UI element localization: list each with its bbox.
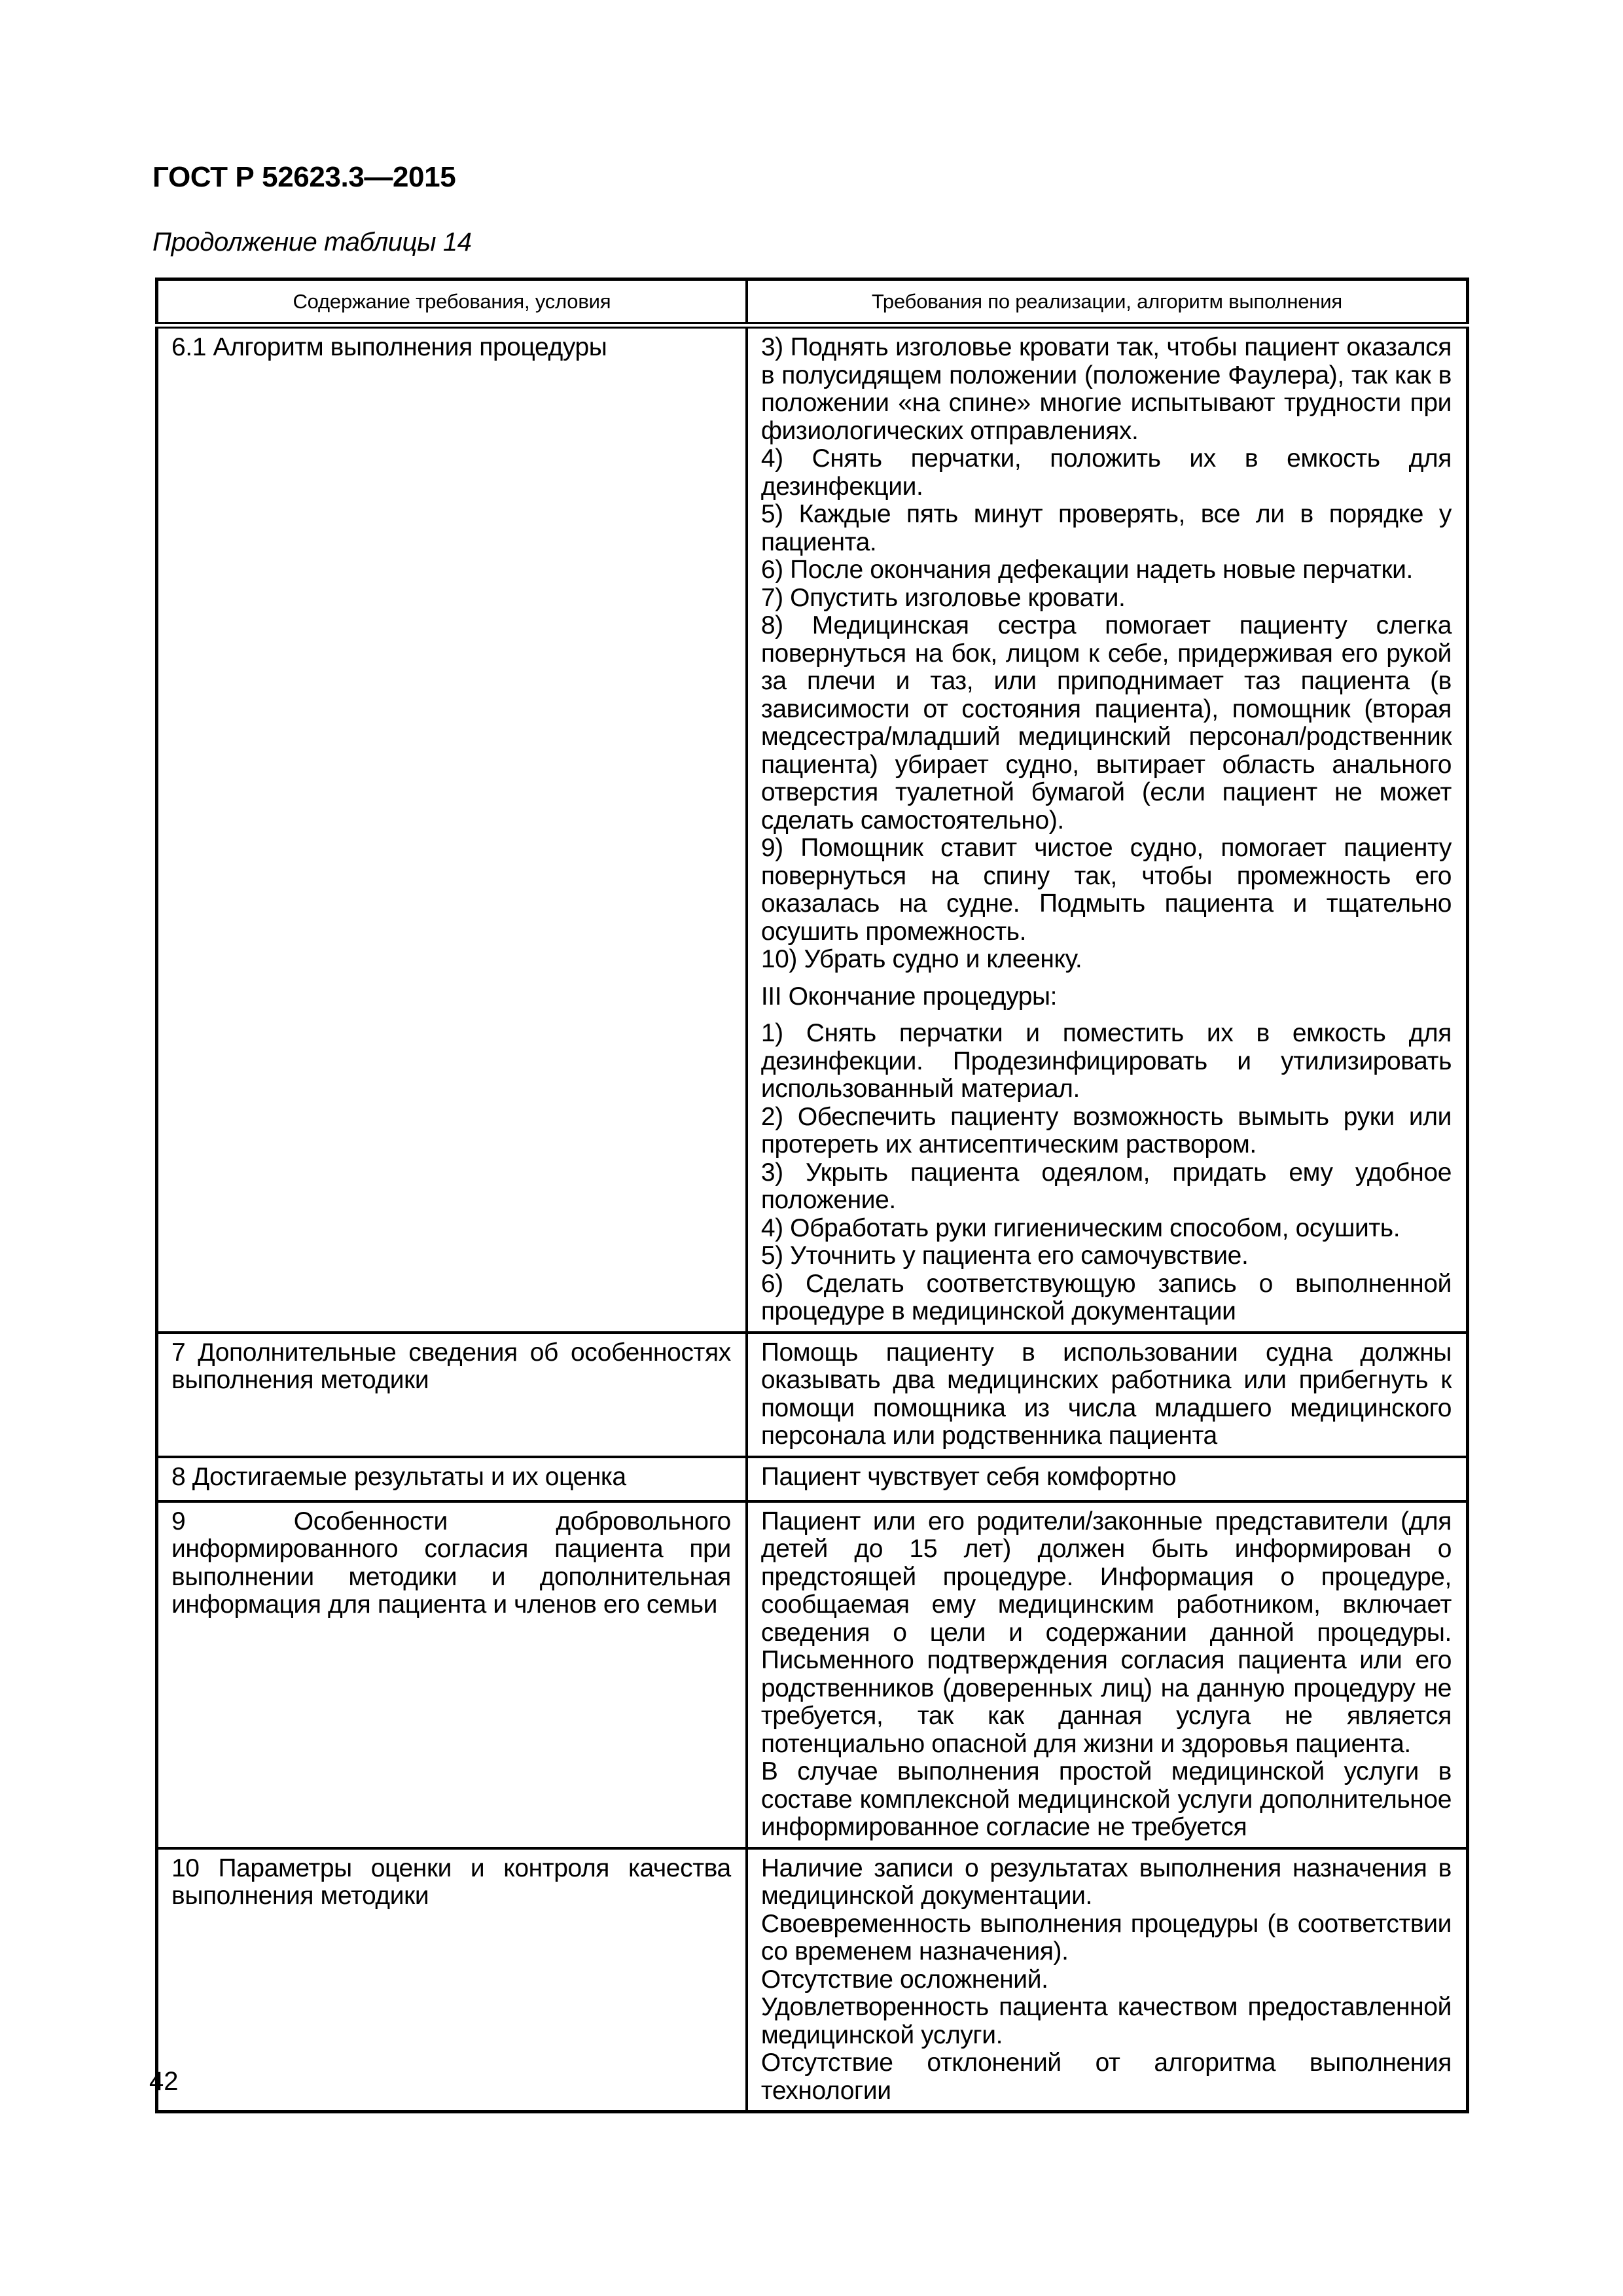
table-row bbox=[157, 1457, 1468, 1501]
row-5-implementation-cell bbox=[747, 1848, 1468, 2112]
table-caption: Продолжение таблицы 14 bbox=[152, 228, 472, 257]
row-1-requirement-cell bbox=[157, 325, 747, 1333]
table-row bbox=[157, 325, 1468, 1333]
paragraph: 8) Медицинская сестра помогает пациенту слегка повернуться на бок, лицом к себе, придерживая его рукой за плечи и таз, или приподнимает таз пациента (в зависимости от состояния пациента), помощник (вторая медсестра/младший медицинский персонал/родственник пациента) убирает судно, вытирает область анального отверстия туалетной бумагой (если пациент не может сделать самостоятельно). bbox=[760, 611, 1452, 834]
row-4-requirement-cell bbox=[157, 1501, 747, 1848]
col-header-content: Содержание требования, условия bbox=[157, 279, 747, 326]
row-4-implementation-cell bbox=[747, 1501, 1468, 1848]
col-header-implementation: Требования по реализации, алгоритм выполнения bbox=[747, 279, 1468, 326]
page-number: 42 bbox=[149, 2067, 179, 2096]
paragraph: Отсутствие отклонений от алгоритма выполнения технологии bbox=[760, 2049, 1452, 2105]
header-row bbox=[157, 279, 1468, 326]
table-row bbox=[157, 1501, 1468, 1848]
requirement-text: 10 Параметры оценки и контроля качества выполнения методики bbox=[171, 1854, 731, 1910]
paragraph: Удовлетворенность пациента качеством предоставленной медицинской услуги. bbox=[760, 1993, 1452, 2049]
paragraph: 9) Помощник ставит чистое судно, помогает пациенту повернуться на спину так, чтобы промежность его оказалась на судне. Подмыть пациента и тщательно осушить промежность. bbox=[760, 834, 1452, 946]
requirement-text: 6.1 Алгоритм выполнения процедуры bbox=[171, 333, 607, 361]
paragraph: Наличие записи о результатах выполнения назначения в медицинской документации. bbox=[760, 1854, 1452, 1910]
paragraph: Пациент чувствует себя комфортно bbox=[760, 1462, 1177, 1491]
paragraph: Отсутствие осложнений. bbox=[760, 1965, 1048, 1994]
row-2-requirement-cell bbox=[157, 1333, 747, 1457]
section-heading: III Окончание процедуры: bbox=[760, 982, 1058, 1011]
doc-number: ГОСТ Р 52623.3—2015 bbox=[152, 161, 456, 193]
row-5-requirement-cell bbox=[157, 1848, 747, 2112]
paragraph: 7) Опустить изголовье кровати. bbox=[760, 583, 1126, 612]
paragraph: Пациент или его родители/законные представители (для детей до 15 лет) должен быть информирован о предстоящей процедуре. Информация о процедуре, сообщаемая ему медицинским работником, включает сведения о цели и содержании данной процедуры. Письменного подтверждения согласия пациента или его родственников (доверенных лиц) на данную процедуру не требуется, так как данная услуга не является потенциально опасной для жизни и здоровья пациента. bbox=[760, 1507, 1452, 1758]
paragraph: 5) Каждые пять минут проверять, все ли в порядке у пациента. bbox=[760, 500, 1452, 556]
paragraph: 2) Обеспечить пациенту возможность вымыть руки или протереть их антисептическим раствором. bbox=[760, 1102, 1452, 1158]
paragraph: 6) После окончания дефекации надеть новые перчатки. bbox=[760, 556, 1413, 584]
row-3-implementation-cell bbox=[747, 1457, 1468, 1501]
paragraph: 4) Снять перчатки, положить их в емкость для дезинфекции. bbox=[760, 444, 1452, 501]
paragraph: 3) Укрыть пациента одеялом, придать ему удобное положение. bbox=[760, 1158, 1452, 1214]
row-3-requirement-cell bbox=[157, 1457, 747, 1501]
row-2-implementation-cell bbox=[747, 1333, 1468, 1457]
paragraph: Своевременность выполнения процедуры (в соответствии со временем назначения). bbox=[760, 1909, 1452, 1965]
paragraph: 6) Сделать соответствующую запись о выполненной процедуре в медицинской документации bbox=[760, 1269, 1452, 1325]
table-row bbox=[157, 1848, 1468, 2112]
requirement-text: 7 Дополнительные сведения об особенностях выполнения методики bbox=[171, 1338, 731, 1394]
table-row bbox=[157, 1333, 1468, 1457]
paragraph: 3) Поднять изголовье кровати так, чтобы пациент оказался в полусидящем положении (положение Фаулера), так как в положении «на спине» многие испытывают трудности при физиологических отправлениях. bbox=[760, 333, 1452, 445]
paragraph: 4) Обработать руки гигиеническим способом, осушить. bbox=[760, 1213, 1400, 1242]
requirement-text: 8 Достигаемые результаты и их оценка bbox=[171, 1462, 626, 1491]
row-1-implementation-cell bbox=[747, 325, 1468, 1333]
paragraph: 5) Уточнить у пациента его самочувствие. bbox=[760, 1242, 1249, 1270]
paragraph: Помощь пациенту в использовании судна должны оказывать два медицинских работника или прибегнуть к помощи помощника из числа младшего медицинского персонала или родственника пациента bbox=[760, 1338, 1452, 1450]
requirement-text: 9 Особенности добровольного информированного согласия пациента при выполнении методики и дополнительная информация для пациента и членов его семьи bbox=[171, 1507, 731, 1619]
paragraph: 10) Убрать судно и клеенку. bbox=[760, 945, 1082, 973]
paragraph: В случае выполнения простой медицинской услуги в составе комплексной медицинской услуги дополнительное информированное согласие не требуется bbox=[760, 1757, 1452, 1841]
requirements-table bbox=[155, 278, 1469, 2113]
paragraph: 1) Снять перчатки и поместить их в емкость для дезинфекции. Продезинфицировать и утилизировать использованный материал. bbox=[760, 1019, 1452, 1103]
